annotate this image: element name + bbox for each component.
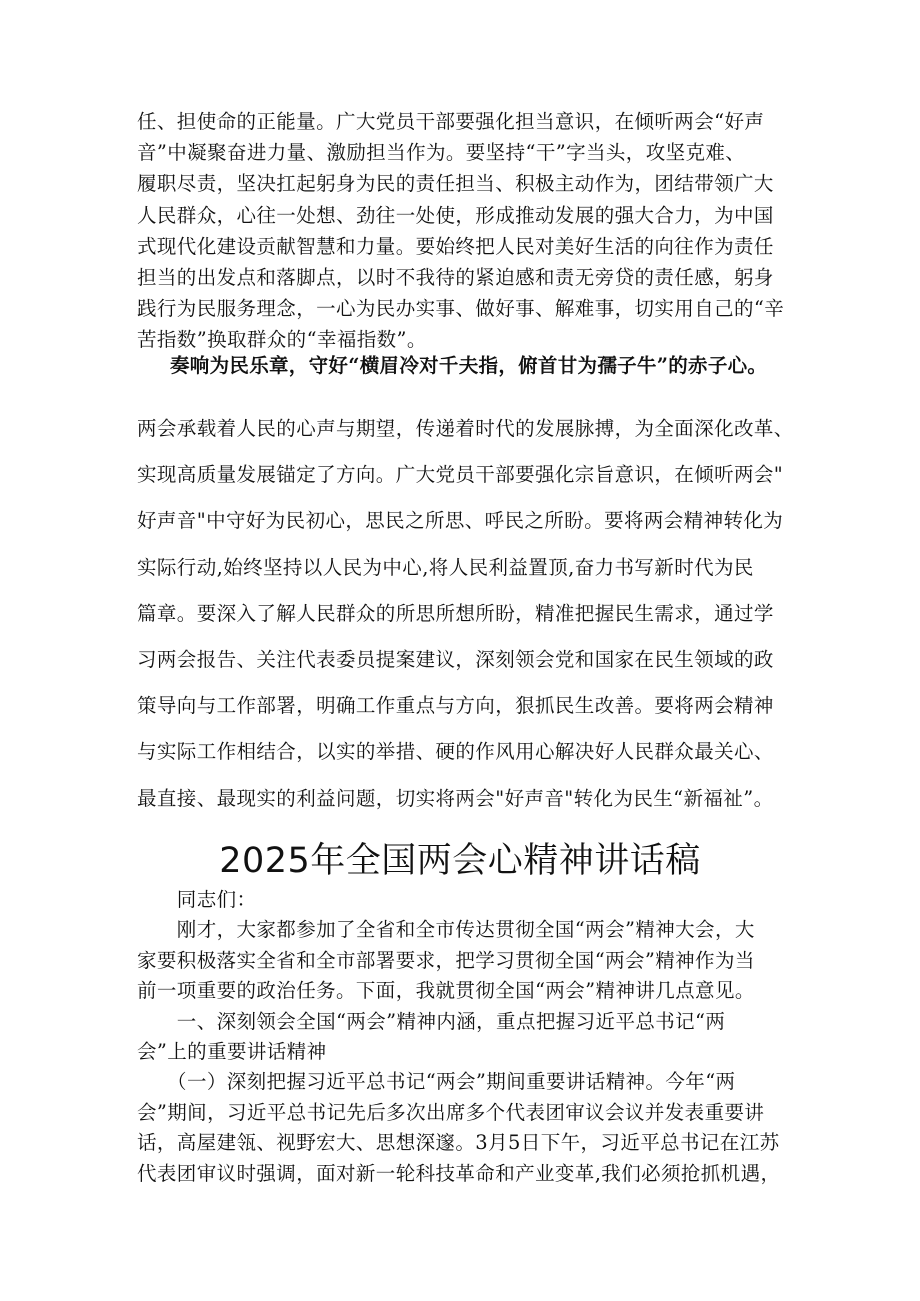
text-line: 代表团审议时强调，面对新一轮科技革命和产业变革,我们必须抢抓机遇， [137,1161,781,1185]
text-line: 担当的出发点和落脚点，以时不我待的紧迫感和责无旁贷的责任感，躬身 [137,265,774,289]
text-line: 会”期间，习近平总书记先后多次出席多个代表团审议会议并发表重要讲 [137,1100,765,1124]
outline-heading-line: 一、深刻领会全国“两会”精神内涵，重点把握习近平总书记“两 [137,1009,726,1033]
speech-body [137,885,787,1189]
text-line: 与实际工作相结合，以实的举措、硬的作风用心解决好人民群众最关心、 [137,740,774,764]
text-line: 习两会报告、关注代表委员提案建议，深刻领会党和国家在民生领域的政 [137,647,774,671]
text-line: 式现代化建设贡献智慧和力量。要始终把人民对美好生活的向往作为责任 [137,234,774,258]
text-line: 苦指数”换取群众的“幸福指数”。 [137,328,427,352]
text-line: （一）深刻把握习近平总书记“两会”期间重要讲话精神。今年“两 [137,1070,736,1094]
text-line: 践行为民服务理念，一心为民办实事、做好事、解难事，切实用自己的“辛 [137,297,785,321]
text-line: 前一项重要的政治任务。下面，我就贯彻全国“两会”精神讲几点意见。 [137,979,755,1003]
text-line: 人民群众，心往一处想、劲往一处使，形成推动发展的强大合力，为中国 [137,203,774,227]
text-line: 好声音"中守好为民初心，思民之所思、呼民之所盼。要将两会精神转化为 [137,509,784,533]
document-title: 2025年全国两会心精神讲话稿 [219,841,701,881]
text-line: 刚才，大家都参加了全省和全市传达贯彻全国“两会”精神大会，大 [137,918,755,942]
text-line: 话，高屋建瓴、视野宏大、思想深邃。3月5日下午，习近平总书记在江苏 [137,1131,780,1155]
section-heading: 奏响为民乐章，守好“横眉冷对千夫指，俯首甘为孺子牛”的赤子心。 [170,354,768,377]
salutation: 同志们： [137,888,257,911]
text-line: 最直接、最现实的利益问题，切实将两会"好声音"转化为民生“新福祉”。 [137,786,774,810]
text-line: 篇章。要深入了解人民群众的所思所想所盼，精准把握民生需求，通过学 [137,601,774,625]
continued-paragraph [137,106,787,356]
text-line: 策导向与工作部署，明确工作重点与方向，狠抓民生改善。要将两会精神 [137,694,774,718]
text-line: 音”中凝聚奋进力量、激励担当作为。要坚持“干”字当头，攻坚克难、 [137,141,746,165]
section-paragraph [137,406,794,822]
text-line: 任、担使命的正能量。广大党员干部要强化担当意识，在倾听两会“好声 [137,110,765,133]
text-line: 履职尽责，坚决扛起躬身为民的责任担当、积极主动作为，团结带领广大 [137,172,774,196]
text-line: 家要积极落实全省和全市部署要求，把学习贯彻全国“两会”精神作为当 [137,948,755,972]
text-line: 实现高质量发展锚定了方向。广大党员干部要强化宗旨意识，在倾听两会" [137,463,784,487]
outline-heading-line: 会”上的重要讲话精神 [137,1039,327,1063]
text-line: 两会承载着人民的心声与期望，传递着时代的发展脉搏，为全面深化改革、 [137,417,794,440]
text-line: 实际行动,始终坚持以人民为中心,将人民利益置顶,奋力书写新时代为民 [137,555,754,579]
